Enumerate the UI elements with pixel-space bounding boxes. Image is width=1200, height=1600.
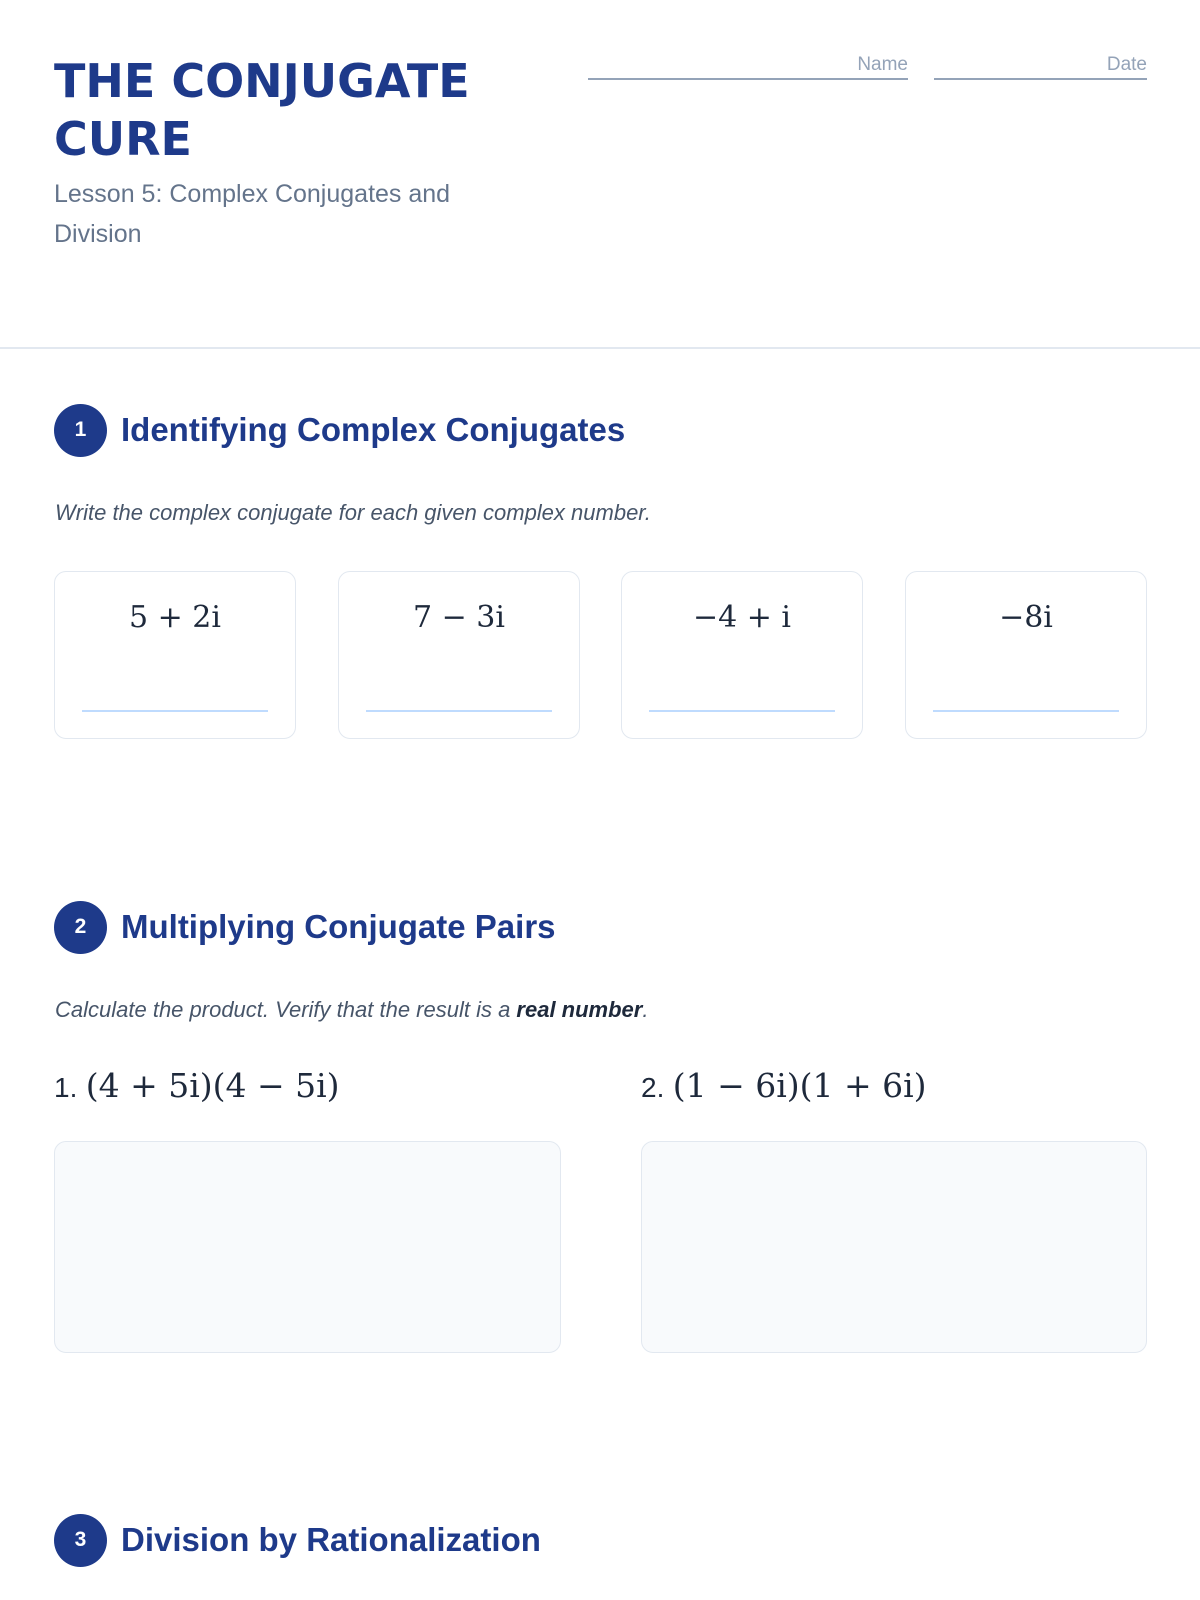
name-label: Name [857,54,908,75]
section-3-title: Division by Rationalization [121,1521,541,1558]
instruction-end: . [642,997,649,1022]
problem-2 [641,1066,927,1105]
complex-number: 5 + 2i [129,600,221,635]
problem-expression: (1 − 6i)(1 + 6i) [672,1066,927,1105]
complex-number: 7 − 3i [413,600,505,635]
header-divider [0,347,1200,349]
instruction-emphasis: real number [516,997,643,1022]
conjugate-cards [54,571,1147,739]
work-area-1[interactable] [54,1141,561,1353]
complex-number: −4 + i [692,600,792,635]
section-1-badge: 1 [54,404,107,457]
section-1-title: Identifying Complex Conjugates [121,411,626,448]
instruction-text: Calculate the product. Verify that the result is a [55,997,517,1022]
section-3-heading [54,1513,541,1567]
section-2-badge: 2 [54,901,107,954]
conjugate-card [621,571,863,739]
conjugate-card [905,571,1147,739]
section-1-heading [54,403,625,457]
answer-line[interactable] [649,710,835,712]
complex-number: −8i [999,600,1053,635]
worksheet-header [54,52,1147,342]
section-1-instruction: Write the complex conjugate for each given complex number. [55,500,651,525]
worksheet-title: THE CONJUGATE CURE [54,54,470,166]
problem-number: 1. [54,1072,78,1103]
answer-line[interactable] [933,710,1119,712]
answer-line[interactable] [82,710,268,712]
date-field[interactable] [934,52,1147,80]
name-field[interactable] [588,52,908,80]
work-area-2[interactable] [641,1141,1147,1353]
section-2-heading [54,900,556,954]
problem-1 [54,1066,340,1105]
section-3-badge: 3 [54,1514,107,1567]
answer-line[interactable] [366,710,552,712]
conjugate-card [54,571,296,739]
conjugate-card [338,571,580,739]
date-label: Date [1106,54,1147,75]
problem-number: 2. [641,1072,665,1103]
section-2-instruction [55,997,648,1023]
section-2-title: Multiplying Conjugate Pairs [121,908,556,945]
lesson-subtitle: Lesson 5: Complex Conjugates and Division [54,180,451,248]
problem-expression: (4 + 5i)(4 − 5i) [85,1066,340,1105]
